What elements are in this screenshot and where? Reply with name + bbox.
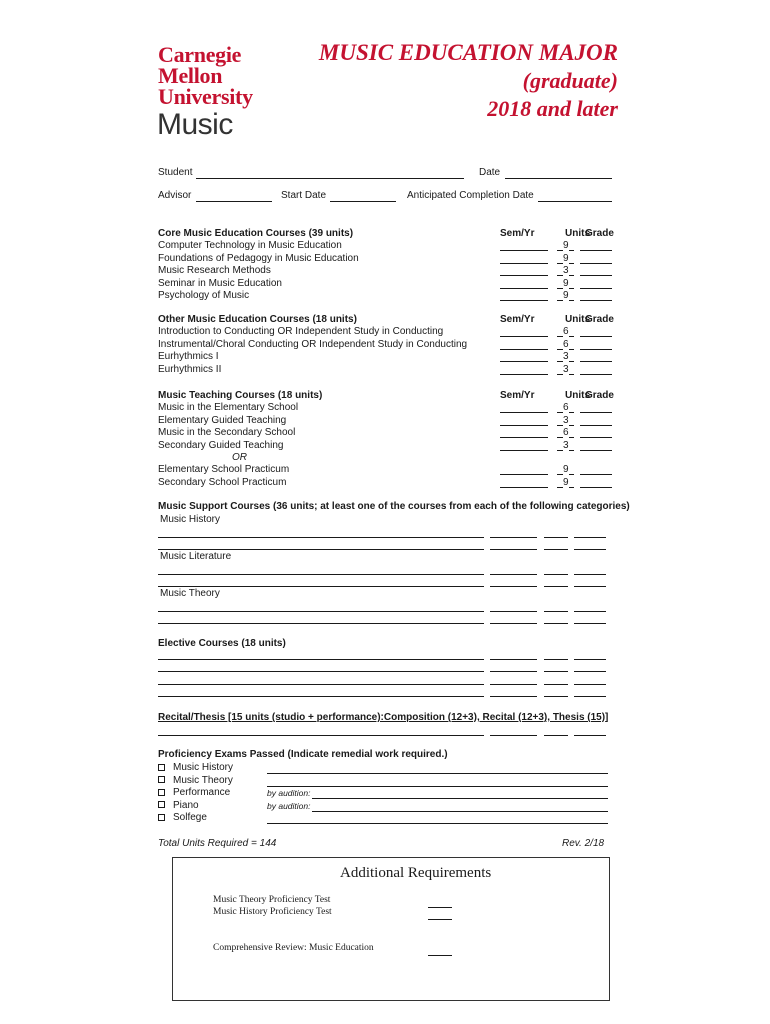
elective-semyr-field[interactable] (490, 671, 537, 672)
practicum-course-units: 9 (563, 476, 569, 488)
logo-line-mellon: Mellon (158, 63, 223, 88)
checkbox-icon[interactable] (158, 764, 165, 771)
other-course-units: 3 (563, 351, 569, 362)
support-course-field[interactable] (158, 586, 484, 587)
core-course-units: 9 (563, 290, 569, 301)
core-course-name: Psychology of Music (158, 290, 250, 301)
teaching-units-post[interactable] (569, 437, 574, 438)
other-col-semyr: Sem/Yr (500, 314, 535, 325)
additional-item-label: Comprehensive Review: Music Education (213, 943, 374, 953)
teaching-course-name: Elementary Guided Teaching (158, 414, 287, 426)
other-units-post[interactable] (569, 374, 574, 375)
other-heading: Other Music Education Courses (18 units) (158, 314, 357, 325)
core-semyr-field[interactable] (500, 275, 548, 276)
additional-item-field[interactable] (428, 907, 452, 908)
core-grade-field[interactable] (580, 275, 612, 276)
core-course-name: Seminar in Music Education (158, 277, 282, 289)
support-units-field[interactable] (544, 574, 568, 575)
other-course-name: Introduction to Conducting OR Independent Study in Conducting (158, 326, 444, 337)
proficiency-item (158, 787, 230, 799)
proficiency-item (158, 762, 233, 774)
other-semyr-field[interactable] (500, 361, 548, 362)
elective-course-field[interactable] (158, 696, 484, 697)
recital-grade-field[interactable] (574, 735, 606, 736)
other-grade-field[interactable] (580, 336, 612, 337)
total-units: Total Units Required = 144 (158, 838, 277, 849)
proficiency-item-label: Music Theory (173, 774, 233, 786)
support-semyr-field[interactable] (490, 623, 537, 624)
teaching-grade-field[interactable] (580, 450, 612, 451)
other-course-units: 6 (563, 326, 569, 337)
core-semyr-field[interactable] (500, 300, 548, 301)
practicum-units-post[interactable] (569, 474, 574, 475)
start-date-field[interactable] (330, 201, 396, 202)
other-course-name: Instrumental/Choral Conducting OR Independent Study in Conducting (158, 338, 468, 350)
core-semyr-field[interactable] (500, 250, 548, 251)
proficiency-remedial-field[interactable] (267, 773, 608, 774)
other-course-units: 6 (563, 338, 569, 350)
practicum-course-name: Secondary School Practicum (158, 476, 287, 488)
core-col-semyr: Sem/Yr (500, 228, 535, 239)
other-grade-field[interactable] (580, 374, 612, 375)
core-col-grade: Grade (585, 228, 614, 239)
logo-line-university: University (158, 84, 253, 109)
other-course-units: 3 (563, 363, 569, 375)
practicum-semyr-field[interactable] (500, 474, 548, 475)
proficiency-item-label: Solfege (173, 812, 207, 823)
support-grade-field[interactable] (574, 623, 606, 624)
additional-item-label: Music History Proficiency Test (213, 907, 332, 917)
elective-course-field[interactable] (158, 659, 484, 660)
teaching-grade-field[interactable] (580, 425, 612, 426)
teaching-units-post[interactable] (569, 425, 574, 426)
proficiency-item (158, 775, 233, 787)
teaching-course-name: Music in the Secondary School (158, 427, 296, 438)
proficiency-item (158, 800, 199, 812)
support-units-field[interactable] (544, 611, 568, 612)
elective-semyr-field[interactable] (490, 659, 537, 660)
support-category-label: Music Theory (160, 588, 220, 599)
additional-item-field[interactable] (428, 955, 452, 956)
page-subtitle-year: 2018 and later (487, 96, 618, 121)
date-field[interactable] (505, 178, 612, 179)
support-grade-field[interactable] (574, 586, 606, 587)
elective-course-field[interactable] (158, 684, 484, 685)
proficiency-item-label: Music History (173, 762, 234, 773)
elective-semyr-field[interactable] (490, 696, 537, 697)
practicum-course-units: 9 (563, 464, 569, 475)
elective-course-field[interactable] (158, 671, 484, 672)
proficiency-item (158, 812, 207, 824)
core-course-units: 9 (563, 240, 569, 251)
completion-field[interactable] (538, 201, 612, 202)
teaching-semyr-field[interactable] (500, 450, 548, 451)
additional-item-field[interactable] (428, 919, 452, 920)
student-label: Student (158, 167, 193, 178)
support-course-field[interactable] (158, 611, 484, 612)
support-units-field[interactable] (544, 537, 568, 538)
page-title: MUSIC EDUCATION MAJOR (318, 40, 618, 65)
teaching-grade-field[interactable] (580, 437, 612, 438)
page-subtitle: (graduate) (522, 68, 618, 93)
proficiency-note: by audition: (267, 800, 311, 811)
support-grade-field[interactable] (574, 549, 606, 550)
core-course-units: 9 (563, 252, 569, 264)
other-semyr-field[interactable] (500, 349, 548, 350)
support-semyr-field[interactable] (490, 586, 537, 587)
logo-line-carnegie: Carnegie (158, 42, 242, 67)
support-course-field[interactable] (158, 537, 484, 538)
teaching-grade-field[interactable] (580, 412, 612, 413)
support-course-field[interactable] (158, 623, 484, 624)
teaching-course-name: Secondary Guided Teaching (158, 439, 284, 451)
core-units-post[interactable] (569, 263, 574, 264)
recital-heading: Recital/Thesis [15 units (studio + performance):Composition (12+3), Recital (12+3), Thesis (15)] (158, 712, 609, 723)
support-semyr-field[interactable] (490, 611, 537, 612)
date-label: Date (479, 167, 501, 178)
teaching-heading: Music Teaching Courses (18 units) (158, 390, 323, 401)
core-semyr-field[interactable] (500, 263, 548, 264)
core-grade-field[interactable] (580, 288, 612, 289)
practicum-grade-field[interactable] (580, 474, 612, 475)
elective-units-field[interactable] (544, 671, 568, 672)
practicum-grade-field[interactable] (580, 487, 612, 488)
teaching-course-units: 6 (563, 427, 569, 438)
core-course-name: Music Research Methods (158, 265, 271, 276)
elective-grade-field[interactable] (574, 671, 606, 672)
practicum-course-name: Elementary School Practicum (158, 464, 290, 475)
core-grade-field[interactable] (580, 300, 612, 301)
elective-grade-field[interactable] (574, 696, 606, 697)
core-semyr-field[interactable] (500, 288, 548, 289)
core-units-post[interactable] (569, 275, 574, 276)
support-semyr-field[interactable] (490, 549, 537, 550)
checkbox-icon[interactable] (158, 789, 165, 796)
elective-grade-field[interactable] (574, 659, 606, 660)
proficiency-remedial-field[interactable] (312, 798, 608, 799)
other-grade-field[interactable] (580, 349, 612, 350)
completion-label: Anticipated Completion Date (407, 190, 534, 201)
teaching-course-units: 3 (563, 439, 569, 451)
teaching-semyr-field[interactable] (500, 437, 548, 438)
additional-item-label: Music Theory Proficiency Test (213, 895, 331, 905)
other-course-name: Eurhythmics II (158, 363, 222, 375)
additional-heading: Additional Requirements (340, 865, 492, 881)
core-course-name: Computer Technology in Music Education (158, 240, 342, 251)
support-units-field[interactable] (544, 623, 568, 624)
elective-semyr-field[interactable] (490, 684, 537, 685)
support-heading: Music Support Courses (36 units; at least one of the courses from each of the following categories) (158, 501, 630, 512)
elective-grade-field[interactable] (574, 684, 606, 685)
support-course-field[interactable] (158, 574, 484, 575)
recital-semyr-field[interactable] (490, 735, 537, 736)
proficiency-remedial-field[interactable] (267, 786, 608, 787)
logo-dept-music: Music (157, 108, 233, 141)
teaching-col-grade: Grade (585, 390, 614, 401)
elective-units-field[interactable] (544, 696, 568, 697)
revision-label: Rev. 2/18 (562, 838, 605, 849)
recital-course-field[interactable] (158, 735, 484, 736)
other-units-post[interactable] (569, 361, 574, 362)
practicum-units-post[interactable] (569, 487, 574, 488)
checkbox-icon[interactable] (158, 776, 165, 783)
elective-units-field[interactable] (544, 659, 568, 660)
core-units-post[interactable] (569, 288, 574, 289)
other-course-name: Eurhythmics I (158, 351, 219, 362)
core-grade-field[interactable] (580, 263, 612, 264)
support-units-field[interactable] (544, 549, 568, 550)
advisor-field[interactable] (196, 201, 272, 202)
checkbox-icon[interactable] (158, 801, 165, 808)
start-date-label: Start Date (281, 190, 327, 201)
teaching-semyr-field[interactable] (500, 425, 548, 426)
proficiency-heading: Proficiency Exams Passed (Indicate remedial work required.) (158, 749, 448, 760)
proficiency-item-label: Piano (173, 799, 199, 811)
support-semyr-field[interactable] (490, 537, 537, 538)
support-category-label: Music Literature (160, 551, 232, 562)
teaching-col-semyr: Sem/Yr (500, 390, 535, 401)
core-grade-field[interactable] (580, 250, 612, 251)
recital-units-field[interactable] (544, 735, 568, 736)
other-semyr-field[interactable] (500, 336, 548, 337)
core-course-name: Foundations of Pedagogy in Music Education (158, 252, 359, 264)
elective-heading: Elective Courses (18 units) (158, 638, 286, 649)
teaching-or-label: OR (232, 452, 247, 463)
teaching-course-units: 6 (563, 402, 569, 413)
advisor-label: Advisor (158, 190, 192, 201)
support-semyr-field[interactable] (490, 574, 537, 575)
practicum-semyr-field[interactable] (500, 487, 548, 488)
support-units-field[interactable] (544, 586, 568, 587)
proficiency-remedial-field[interactable] (267, 823, 608, 824)
other-units-post[interactable] (569, 349, 574, 350)
elective-units-field[interactable] (544, 684, 568, 685)
teaching-course-units: 3 (563, 414, 569, 426)
core-course-units: 3 (563, 265, 569, 276)
core-heading: Core Music Education Courses (39 units) (158, 228, 354, 239)
teaching-units-post[interactable] (569, 412, 574, 413)
teaching-course-name: Music in the Elementary School (158, 402, 299, 413)
student-field[interactable] (196, 178, 464, 179)
support-grade-field[interactable] (574, 611, 606, 612)
other-units-post[interactable] (569, 336, 574, 337)
other-semyr-field[interactable] (500, 374, 548, 375)
teaching-units-post[interactable] (569, 450, 574, 451)
core-course-units: 9 (563, 277, 569, 289)
checkbox-icon[interactable] (158, 814, 165, 821)
support-category-label: Music History (160, 514, 221, 525)
core-units-post[interactable] (569, 250, 574, 251)
proficiency-item-label: Performance (173, 787, 231, 798)
teaching-semyr-field[interactable] (500, 412, 548, 413)
other-col-grade: Grade (585, 314, 614, 325)
support-grade-field[interactable] (574, 537, 606, 538)
other-col-units: Units (565, 314, 590, 325)
support-grade-field[interactable] (574, 574, 606, 575)
other-grade-field[interactable] (580, 361, 612, 362)
proficiency-remedial-field[interactable] (312, 811, 608, 812)
core-col-units: Units (565, 228, 590, 239)
teaching-col-units: Units (565, 390, 590, 401)
support-course-field[interactable] (158, 549, 484, 550)
proficiency-note: by audition: (267, 788, 311, 798)
core-units-post[interactable] (569, 300, 574, 301)
